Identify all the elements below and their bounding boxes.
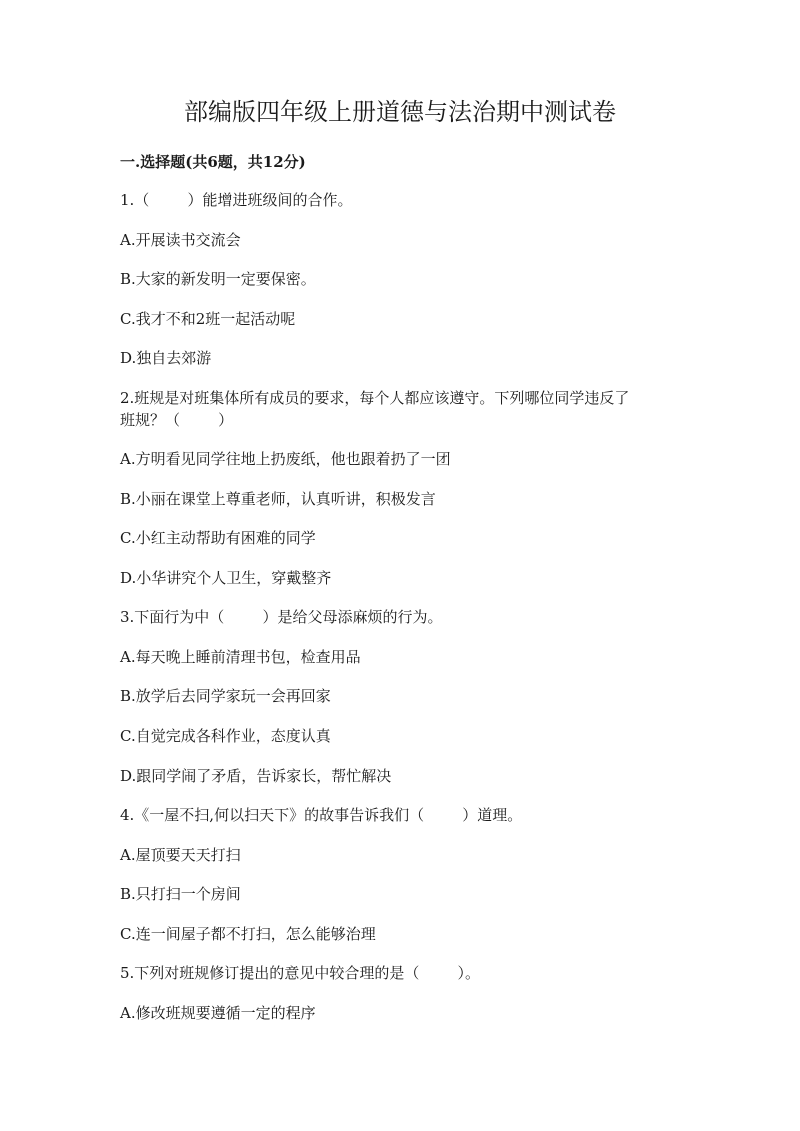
question-4-stem: 4.《一屋不扫,何以扫天下》的故事告诉我们（ ）道理。	[120, 806, 523, 824]
question-2-option-a: A.方明看见同学往地上扔废纸，他也跟着扔了一团	[120, 450, 451, 468]
question-5-option-a: A.修改班规要遵循一定的程序	[120, 1004, 316, 1022]
question-4-option-b: B.只打扫一个房间	[120, 885, 241, 903]
question-3-stem: 3.下面行为中（ ）是给父母添麻烦的行为。	[120, 608, 443, 626]
question-3-option-a: A.每天晚上睡前清理书包，检查用品	[120, 648, 361, 666]
question-3-option-c: C.自觉完成各科作业，态度认真	[120, 727, 331, 745]
question-5-stem: 5.下列对班规修订提出的意见中较合理的是（ ）。	[120, 964, 480, 982]
question-2-option-c: C.小红主动帮助有困难的同学	[120, 529, 316, 547]
question-1-option-d: D.独自去郊游	[120, 349, 212, 367]
question-1-option-a: A.开展读书交流会	[120, 231, 241, 249]
question-3-option-d: D.跟同学闹了矛盾，告诉家长，帮忙解决	[120, 767, 392, 785]
section-heading: 一.选择题(共6题，共12分)	[120, 153, 306, 171]
question-2-option-d: D.小华讲究个人卫生，穿戴整齐	[120, 569, 332, 587]
question-4-option-c: C.连一间屋子都不打扫，怎么能够治理	[120, 925, 376, 943]
question-2-stem-line-1: 2.班规是对班集体所有成员的要求，每个人都应该遵守。下列哪位同学违反了	[120, 389, 630, 407]
question-1-option-c: C.我才不和2班一起活动呢	[120, 310, 296, 328]
question-3-option-b: B.放学后去同学家玩一会再回家	[120, 687, 331, 705]
question-1-option-b: B.大家的新发明一定要保密。	[120, 270, 316, 288]
question-1-stem: 1.（ ）能增进班级间的合作。	[120, 191, 353, 209]
question-2-stem-line-2: 班规？（ ）	[120, 411, 234, 429]
question-2-option-b: B.小丽在课堂上尊重老师，认真听讲，积极发言	[120, 490, 436, 508]
question-4-option-a: A.屋顶要天天打扫	[120, 846, 241, 864]
page-title: 部编版四年级上册道德与法治期中测试卷	[184, 98, 616, 126]
